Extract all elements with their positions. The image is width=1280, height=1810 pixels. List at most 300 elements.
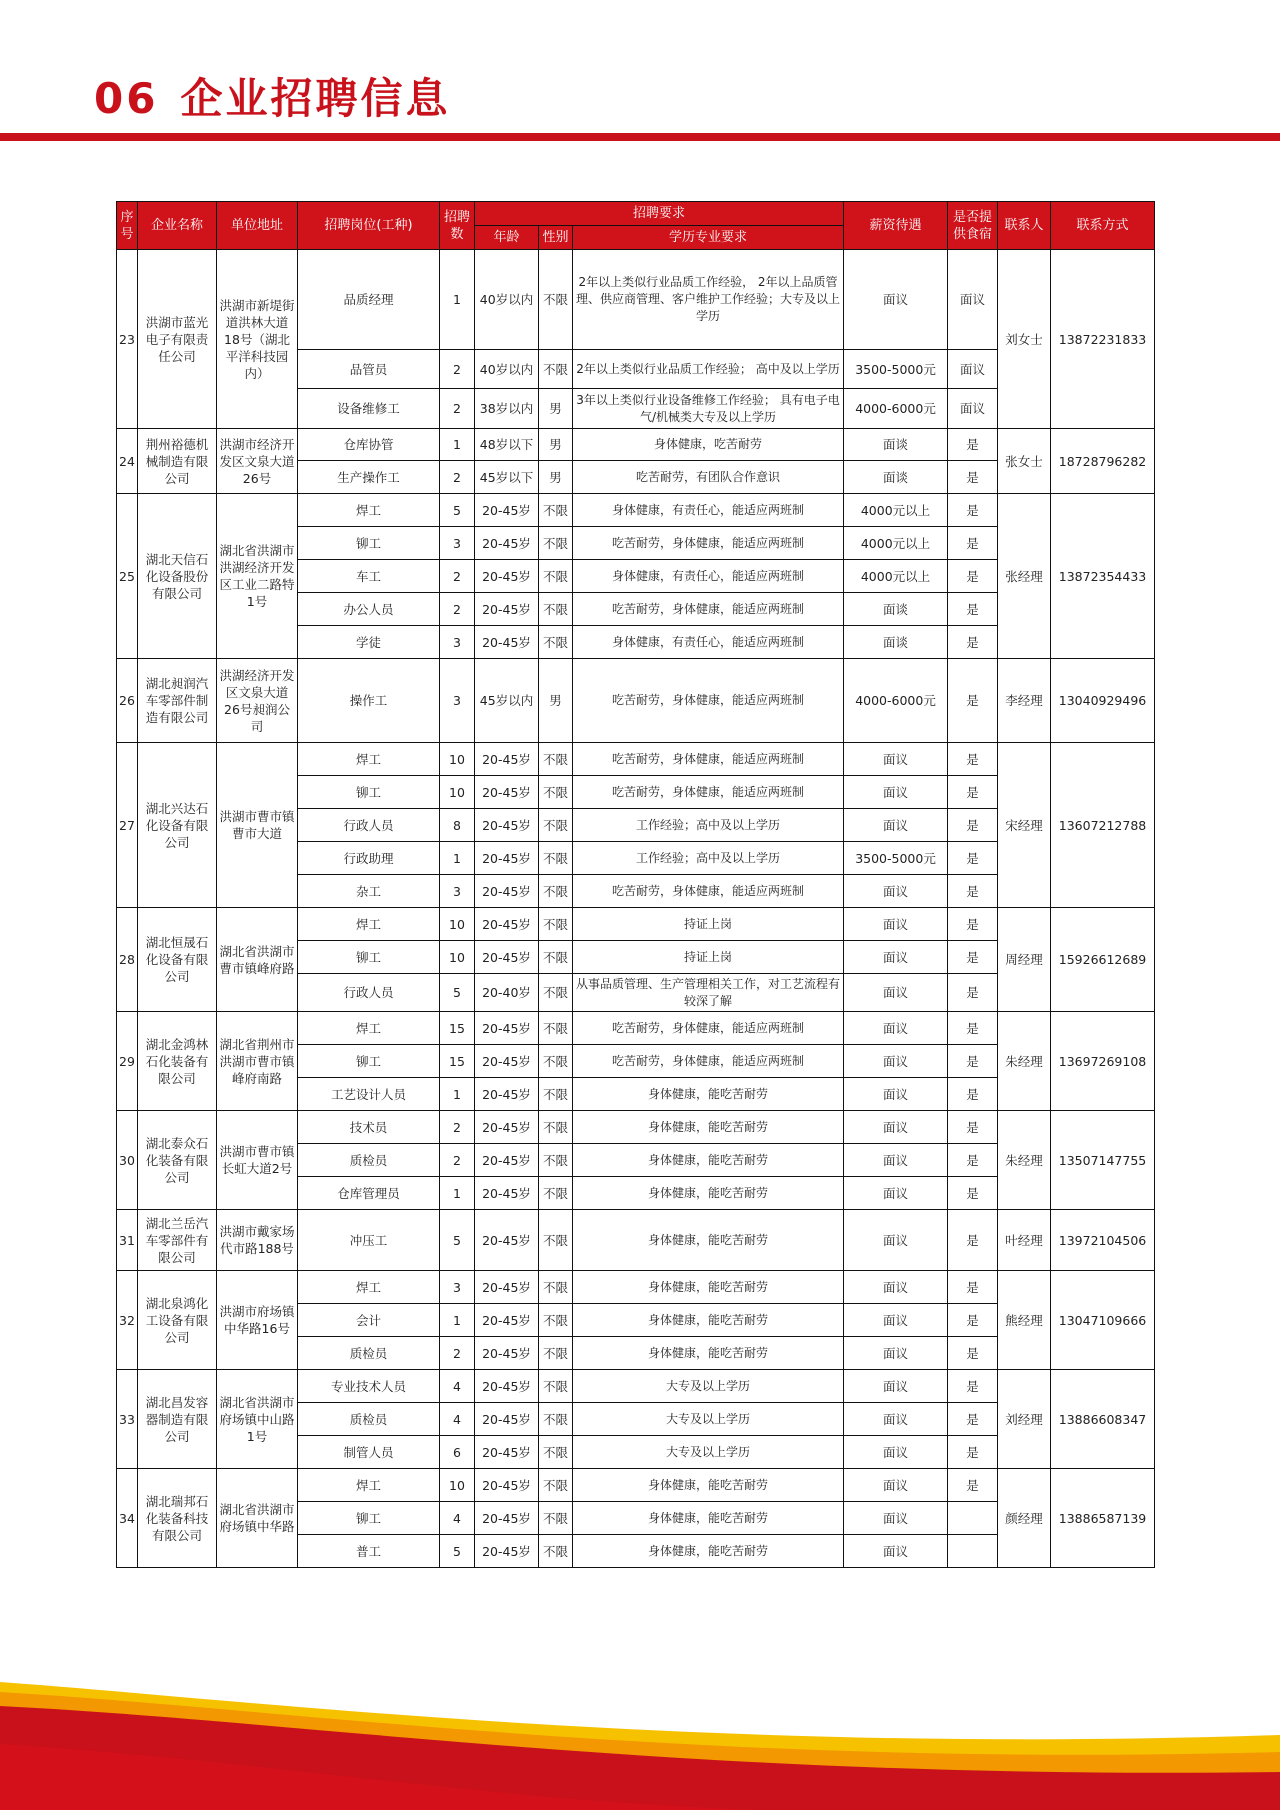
job-requirement: 持证上岗 xyxy=(573,941,844,974)
job-requirement: 吃苦耐劳，身体健康，能适应两班制 xyxy=(573,527,844,560)
job-requirement: 身体健康，能吃苦耐劳 xyxy=(573,1078,844,1111)
company-phone: 13040929496 xyxy=(1051,659,1155,743)
job-age: 20-45岁 xyxy=(475,1177,539,1210)
job-requirement: 身体健康，能吃苦耐劳 xyxy=(573,1304,844,1337)
job-count: 10 xyxy=(440,776,475,809)
company-contact: 宋经理 xyxy=(998,743,1051,908)
job-count: 10 xyxy=(440,908,475,941)
job-count: 5 xyxy=(440,974,475,1012)
company-contact: 刘女士 xyxy=(998,250,1051,429)
job-requirement: 身体健康，有责任心，能适应两班制 xyxy=(573,494,844,527)
job-salary: 面议 xyxy=(844,1337,948,1370)
job-count: 1 xyxy=(440,1177,475,1210)
company-phone: 13872231833 xyxy=(1051,250,1155,429)
company-name: 湖北兴达石化设备有限公司 xyxy=(138,743,217,908)
job-meals: 是 xyxy=(948,1469,998,1502)
company-phone: 13607212788 xyxy=(1051,743,1155,908)
job-position: 制管人员 xyxy=(298,1436,440,1469)
job-count: 3 xyxy=(440,659,475,743)
job-meals: 是 xyxy=(948,908,998,941)
job-meals: 是 xyxy=(948,593,998,626)
job-count: 10 xyxy=(440,1469,475,1502)
company-seq: 30 xyxy=(117,1111,138,1210)
job-age: 20-45岁 xyxy=(475,776,539,809)
job-meals: 是 xyxy=(948,461,998,494)
company-name: 湖北昌发容器制造有限公司 xyxy=(138,1370,217,1469)
job-salary: 面议 xyxy=(844,1111,948,1144)
job-position: 焊工 xyxy=(298,908,440,941)
job-count: 6 xyxy=(440,1436,475,1469)
job-meals: 面议 xyxy=(948,350,998,389)
job-meals: 是 xyxy=(948,809,998,842)
job-gender: 不限 xyxy=(539,1502,573,1535)
job-salary: 面议 xyxy=(844,1469,948,1502)
job-gender: 不限 xyxy=(539,593,573,626)
company-phone: 13047109666 xyxy=(1051,1271,1155,1370)
job-salary: 面议 xyxy=(844,1271,948,1304)
job-gender: 不限 xyxy=(539,1469,573,1502)
job-position: 会计 xyxy=(298,1304,440,1337)
job-position: 专业技术人员 xyxy=(298,1370,440,1403)
job-meals: 是 xyxy=(948,1436,998,1469)
job-meals: 是 xyxy=(948,842,998,875)
job-salary: 面议 xyxy=(844,974,948,1012)
job-count: 15 xyxy=(440,1045,475,1078)
job-requirement: 身体健康，能吃苦耐劳 xyxy=(573,1177,844,1210)
job-age: 40岁以内 xyxy=(475,250,539,350)
table-row xyxy=(117,743,1155,776)
job-salary: 面谈 xyxy=(844,429,948,461)
company-address: 湖北省荆州市洪湖市曹市镇峰府南路 xyxy=(217,1012,298,1111)
table-row xyxy=(117,1111,1155,1144)
job-meals: 是 xyxy=(948,776,998,809)
table-row xyxy=(117,908,1155,941)
company-seq: 34 xyxy=(117,1469,138,1568)
job-position: 杂工 xyxy=(298,875,440,908)
job-salary: 面议 xyxy=(844,1012,948,1045)
job-meals: 是 xyxy=(948,974,998,1012)
job-gender: 不限 xyxy=(539,908,573,941)
job-meals: 是 xyxy=(948,1111,998,1144)
job-age: 20-45岁 xyxy=(475,1337,539,1370)
company-address: 洪湖市经济开发区文泉大道26号 xyxy=(217,429,298,494)
job-count: 5 xyxy=(440,1535,475,1568)
job-count: 4 xyxy=(440,1403,475,1436)
job-age: 20-45岁 xyxy=(475,908,539,941)
job-age: 45岁以下 xyxy=(475,461,539,494)
company-seq: 27 xyxy=(117,743,138,908)
job-requirement: 身体健康，能吃苦耐劳 xyxy=(573,1144,844,1177)
job-salary: 4000元以上 xyxy=(844,527,948,560)
job-requirement: 大专及以上学历 xyxy=(573,1436,844,1469)
job-gender: 不限 xyxy=(539,809,573,842)
job-age: 20-45岁 xyxy=(475,842,539,875)
job-gender: 男 xyxy=(539,389,573,429)
job-count: 2 xyxy=(440,593,475,626)
job-meals: 是 xyxy=(948,1337,998,1370)
job-meals xyxy=(948,1502,998,1535)
job-salary: 面议 xyxy=(844,1502,948,1535)
job-salary: 面议 xyxy=(844,1304,948,1337)
company-address: 湖北省洪湖市洪湖经济开发区工业二路特1号 xyxy=(217,494,298,659)
job-salary: 面议 xyxy=(844,1078,948,1111)
job-requirement: 大专及以上学历 xyxy=(573,1370,844,1403)
job-count: 4 xyxy=(440,1370,475,1403)
job-age: 40岁以内 xyxy=(475,350,539,389)
job-position: 品质经理 xyxy=(298,250,440,350)
job-age: 20-45岁 xyxy=(475,941,539,974)
job-gender: 不限 xyxy=(539,350,573,389)
job-meals: 是 xyxy=(948,1370,998,1403)
recruitment-table-wrapper xyxy=(116,201,1154,1568)
job-count: 4 xyxy=(440,1502,475,1535)
job-count: 3 xyxy=(440,875,475,908)
company-phone: 18728796282 xyxy=(1051,429,1155,494)
job-count: 5 xyxy=(440,494,475,527)
company-phone: 13507147755 xyxy=(1051,1111,1155,1210)
table-header xyxy=(117,202,1155,250)
company-address: 洪湖市府场镇中华路16号 xyxy=(217,1271,298,1370)
company-contact: 颜经理 xyxy=(998,1469,1051,1568)
job-meals: 是 xyxy=(948,1012,998,1045)
company-seq: 31 xyxy=(117,1210,138,1271)
job-position: 铆工 xyxy=(298,941,440,974)
job-gender: 不限 xyxy=(539,494,573,527)
job-position: 行政助理 xyxy=(298,842,440,875)
job-count: 2 xyxy=(440,560,475,593)
job-gender: 不限 xyxy=(539,250,573,350)
job-age: 20-45岁 xyxy=(475,1469,539,1502)
job-requirement: 身体健康，能吃苦耐劳 xyxy=(573,1535,844,1568)
job-meals: 是 xyxy=(948,494,998,527)
job-position: 行政人员 xyxy=(298,974,440,1012)
job-position: 铆工 xyxy=(298,776,440,809)
header-salary: 薪资待遇 xyxy=(844,202,948,250)
table-body xyxy=(117,250,1155,1568)
job-salary: 4000-6000元 xyxy=(844,659,948,743)
job-gender: 不限 xyxy=(539,875,573,908)
job-gender: 不限 xyxy=(539,1111,573,1144)
company-contact: 熊经理 xyxy=(998,1271,1051,1370)
job-count: 3 xyxy=(440,527,475,560)
header-company: 企业名称 xyxy=(138,202,217,250)
header-count: 招聘数 xyxy=(440,202,475,250)
job-requirement: 工作经验；高中及以上学历 xyxy=(573,809,844,842)
job-salary: 面议 xyxy=(844,1436,948,1469)
job-age: 38岁以内 xyxy=(475,389,539,429)
company-name: 湖北天信石化设备股份有限公司 xyxy=(138,494,217,659)
job-meals: 是 xyxy=(948,1403,998,1436)
job-gender: 男 xyxy=(539,659,573,743)
job-gender: 不限 xyxy=(539,743,573,776)
job-age: 20-45岁 xyxy=(475,1304,539,1337)
company-phone: 15926612689 xyxy=(1051,908,1155,1012)
job-gender: 不限 xyxy=(539,1144,573,1177)
job-salary: 4000元以上 xyxy=(844,494,948,527)
job-count: 1 xyxy=(440,842,475,875)
job-position: 焊工 xyxy=(298,743,440,776)
table-row xyxy=(117,1012,1155,1045)
job-meals: 是 xyxy=(948,1210,998,1271)
job-meals: 是 xyxy=(948,1177,998,1210)
table-row xyxy=(117,1271,1155,1304)
job-position: 焊工 xyxy=(298,1271,440,1304)
job-salary: 4000-6000元 xyxy=(844,389,948,429)
job-age: 20-45岁 xyxy=(475,1271,539,1304)
job-position: 设备维修工 xyxy=(298,389,440,429)
job-gender: 不限 xyxy=(539,1078,573,1111)
company-seq: 29 xyxy=(117,1012,138,1111)
job-position: 办公人员 xyxy=(298,593,440,626)
company-address: 湖北省洪湖市府场镇中华路 xyxy=(217,1469,298,1568)
job-count: 2 xyxy=(440,1144,475,1177)
company-contact: 叶经理 xyxy=(998,1210,1051,1271)
job-age: 20-45岁 xyxy=(475,560,539,593)
header-address: 单位地址 xyxy=(217,202,298,250)
job-meals: 是 xyxy=(948,1045,998,1078)
header-rule xyxy=(0,133,1280,141)
job-count: 15 xyxy=(440,1012,475,1045)
header-gender: 性别 xyxy=(539,226,573,250)
job-meals xyxy=(948,1535,998,1568)
company-seq: 23 xyxy=(117,250,138,429)
job-meals: 是 xyxy=(948,659,998,743)
company-contact: 李经理 xyxy=(998,659,1051,743)
job-position: 普工 xyxy=(298,1535,440,1568)
table-row xyxy=(117,250,1155,350)
job-meals: 是 xyxy=(948,527,998,560)
job-position: 质检员 xyxy=(298,1337,440,1370)
company-name: 湖北恒晟石化设备有限公司 xyxy=(138,908,217,1012)
company-seq: 33 xyxy=(117,1370,138,1469)
company-address: 湖北省洪湖市府场镇中山路1号 xyxy=(217,1370,298,1469)
job-meals: 是 xyxy=(948,941,998,974)
job-position: 焊工 xyxy=(298,1012,440,1045)
company-phone: 13886608347 xyxy=(1051,1370,1155,1469)
job-salary: 面议 xyxy=(844,1210,948,1271)
job-salary: 面议 xyxy=(844,1045,948,1078)
job-gender: 不限 xyxy=(539,974,573,1012)
company-name: 湖北兰岳汽车零部件有限公司 xyxy=(138,1210,217,1271)
job-gender: 不限 xyxy=(539,842,573,875)
company-seq: 24 xyxy=(117,429,138,494)
company-phone: 13872354433 xyxy=(1051,494,1155,659)
header-requirements: 招聘要求 xyxy=(475,202,844,226)
job-requirement: 吃苦耐劳，有团队合作意识 xyxy=(573,461,844,494)
job-age: 20-45岁 xyxy=(475,1535,539,1568)
job-age: 20-45岁 xyxy=(475,1078,539,1111)
job-age: 20-45岁 xyxy=(475,1012,539,1045)
job-requirement: 吃苦耐劳，身体健康，能适应两班制 xyxy=(573,875,844,908)
table-row xyxy=(117,1370,1155,1403)
job-requirement: 身体健康，能吃苦耐劳 xyxy=(573,1271,844,1304)
job-age: 20-45岁 xyxy=(475,527,539,560)
table-row xyxy=(117,494,1155,527)
job-salary: 面议 xyxy=(844,941,948,974)
job-meals: 是 xyxy=(948,1304,998,1337)
job-meals: 是 xyxy=(948,1078,998,1111)
job-position: 铆工 xyxy=(298,1045,440,1078)
company-name: 湖北泉鸿化工设备有限公司 xyxy=(138,1271,217,1370)
job-requirement: 身体健康，有责任心，能适应两班制 xyxy=(573,560,844,593)
header-position: 招聘岗位(工种) xyxy=(298,202,440,250)
job-age: 20-45岁 xyxy=(475,494,539,527)
job-requirement: 3年以上类似行业设备维修工作经验； 具有电子电气/机械类大专及以上学历 xyxy=(573,389,844,429)
job-requirement: 身体健康，能吃苦耐劳 xyxy=(573,1111,844,1144)
job-age: 20-45岁 xyxy=(475,875,539,908)
job-salary: 面谈 xyxy=(844,593,948,626)
job-salary: 3500-5000元 xyxy=(844,842,948,875)
header-seq: 序号 xyxy=(117,202,138,250)
job-position: 铆工 xyxy=(298,527,440,560)
job-count: 5 xyxy=(440,1210,475,1271)
job-gender: 不限 xyxy=(539,1210,573,1271)
header-phone: 联系方式 xyxy=(1051,202,1155,250)
section-number: 06 xyxy=(94,74,159,123)
job-age: 20-45岁 xyxy=(475,1111,539,1144)
company-address: 湖北省洪湖市曹市镇峰府路 xyxy=(217,908,298,1012)
job-position: 仓库管理员 xyxy=(298,1177,440,1210)
job-count: 1 xyxy=(440,429,475,461)
job-count: 1 xyxy=(440,1304,475,1337)
job-meals: 面议 xyxy=(948,389,998,429)
job-meals: 是 xyxy=(948,626,998,659)
job-requirement: 吃苦耐劳，身体健康，能适应两班制 xyxy=(573,593,844,626)
job-requirement: 身体健康，能吃苦耐劳 xyxy=(573,1210,844,1271)
job-gender: 不限 xyxy=(539,1304,573,1337)
job-count: 2 xyxy=(440,389,475,429)
company-name: 湖北金鸿林石化装备有限公司 xyxy=(138,1012,217,1111)
company-contact: 张经理 xyxy=(998,494,1051,659)
job-requirement: 持证上岗 xyxy=(573,908,844,941)
company-contact: 张女士 xyxy=(998,429,1051,494)
job-gender: 不限 xyxy=(539,1012,573,1045)
job-gender: 不限 xyxy=(539,560,573,593)
job-salary: 面谈 xyxy=(844,626,948,659)
company-name: 洪湖市蓝光电子有限责任公司 xyxy=(138,250,217,429)
job-count: 1 xyxy=(440,250,475,350)
job-age: 20-40岁 xyxy=(475,974,539,1012)
job-gender: 男 xyxy=(539,429,573,461)
job-position: 品管员 xyxy=(298,350,440,389)
job-requirement: 吃苦耐劳，身体健康，能适应两班制 xyxy=(573,776,844,809)
job-meals: 是 xyxy=(948,743,998,776)
job-gender: 不限 xyxy=(539,1403,573,1436)
job-salary: 面议 xyxy=(844,776,948,809)
company-address: 洪湖市戴家场代市路188号 xyxy=(217,1210,298,1271)
company-contact: 刘经理 xyxy=(998,1370,1051,1469)
table-row xyxy=(117,1469,1155,1502)
job-requirement: 身体健康，能吃苦耐劳 xyxy=(573,1502,844,1535)
company-seq: 28 xyxy=(117,908,138,1012)
job-count: 2 xyxy=(440,461,475,494)
job-salary: 3500-5000元 xyxy=(844,350,948,389)
job-age: 20-45岁 xyxy=(475,743,539,776)
job-salary: 面议 xyxy=(844,1535,948,1568)
job-requirement: 身体健康，有责任心，能适应两班制 xyxy=(573,626,844,659)
job-gender: 不限 xyxy=(539,626,573,659)
job-age: 20-45岁 xyxy=(475,1370,539,1403)
company-contact: 朱经理 xyxy=(998,1012,1051,1111)
job-gender: 不限 xyxy=(539,1337,573,1370)
job-position: 焊工 xyxy=(298,1469,440,1502)
job-age: 20-45岁 xyxy=(475,1502,539,1535)
table-row xyxy=(117,1210,1155,1271)
recruitment-table xyxy=(116,201,1155,1568)
job-gender: 不限 xyxy=(539,1177,573,1210)
job-requirement: 从事品质管理、生产管理相关工作，对工艺流程有较深了解 xyxy=(573,974,844,1012)
job-salary: 面议 xyxy=(844,908,948,941)
job-requirement: 工作经验；高中及以上学历 xyxy=(573,842,844,875)
job-gender: 不限 xyxy=(539,776,573,809)
footer-decoration xyxy=(0,1660,1280,1810)
section-title: 企业招聘信息 xyxy=(180,74,451,123)
job-count: 10 xyxy=(440,941,475,974)
job-position: 生产操作工 xyxy=(298,461,440,494)
job-age: 20-45岁 xyxy=(475,1045,539,1078)
company-name: 湖北瑞邦石化装备科技有限公司 xyxy=(138,1469,217,1568)
job-count: 2 xyxy=(440,350,475,389)
header-age: 年龄 xyxy=(475,226,539,250)
job-position: 车工 xyxy=(298,560,440,593)
job-position: 冲压工 xyxy=(298,1210,440,1271)
company-seq: 26 xyxy=(117,659,138,743)
job-requirement: 吃苦耐劳，身体健康，能适应两班制 xyxy=(573,1045,844,1078)
job-gender: 不限 xyxy=(539,1045,573,1078)
job-gender: 不限 xyxy=(539,1370,573,1403)
job-position: 行政人员 xyxy=(298,809,440,842)
job-meals: 是 xyxy=(948,1271,998,1304)
job-position: 技术员 xyxy=(298,1111,440,1144)
company-address: 洪湖市新堤街道洪林大道18号（湖北平洋科技园内） xyxy=(217,250,298,429)
job-age: 20-45岁 xyxy=(475,1403,539,1436)
job-gender: 男 xyxy=(539,461,573,494)
company-phone: 13697269108 xyxy=(1051,1012,1155,1111)
job-gender: 不限 xyxy=(539,1436,573,1469)
company-seq: 32 xyxy=(117,1271,138,1370)
job-meals: 是 xyxy=(948,560,998,593)
job-salary: 面议 xyxy=(844,875,948,908)
header-meals: 是否提供食宿 xyxy=(948,202,998,250)
job-age: 45岁以内 xyxy=(475,659,539,743)
job-requirement: 吃苦耐劳，身体健康，能适应两班制 xyxy=(573,743,844,776)
header-contact: 联系人 xyxy=(998,202,1051,250)
job-position: 工艺设计人员 xyxy=(298,1078,440,1111)
header-education: 学历专业要求 xyxy=(573,226,844,250)
company-address: 洪湖市曹市镇长虹大道2号 xyxy=(217,1111,298,1210)
job-position: 铆工 xyxy=(298,1502,440,1535)
job-age: 20-45岁 xyxy=(475,593,539,626)
job-salary: 面议 xyxy=(844,1403,948,1436)
company-name: 湖北昶润汽车零部件制造有限公司 xyxy=(138,659,217,743)
job-position: 仓库协管 xyxy=(298,429,440,461)
job-count: 3 xyxy=(440,626,475,659)
job-age: 20-45岁 xyxy=(475,1436,539,1469)
company-contact: 朱经理 xyxy=(998,1111,1051,1210)
job-count: 2 xyxy=(440,1337,475,1370)
page-title xyxy=(94,66,450,126)
job-age: 48岁以下 xyxy=(475,429,539,461)
page-header xyxy=(0,0,1280,150)
job-requirement: 大专及以上学历 xyxy=(573,1403,844,1436)
job-salary: 面议 xyxy=(844,1177,948,1210)
company-phone: 13886587139 xyxy=(1051,1469,1155,1568)
job-meals: 面议 xyxy=(948,250,998,350)
job-count: 10 xyxy=(440,743,475,776)
job-salary: 4000元以上 xyxy=(844,560,948,593)
job-requirement: 吃苦耐劳，身体健康，能适应两班制 xyxy=(573,1012,844,1045)
company-address: 洪湖经济开发区文泉大道26号昶润公司 xyxy=(217,659,298,743)
